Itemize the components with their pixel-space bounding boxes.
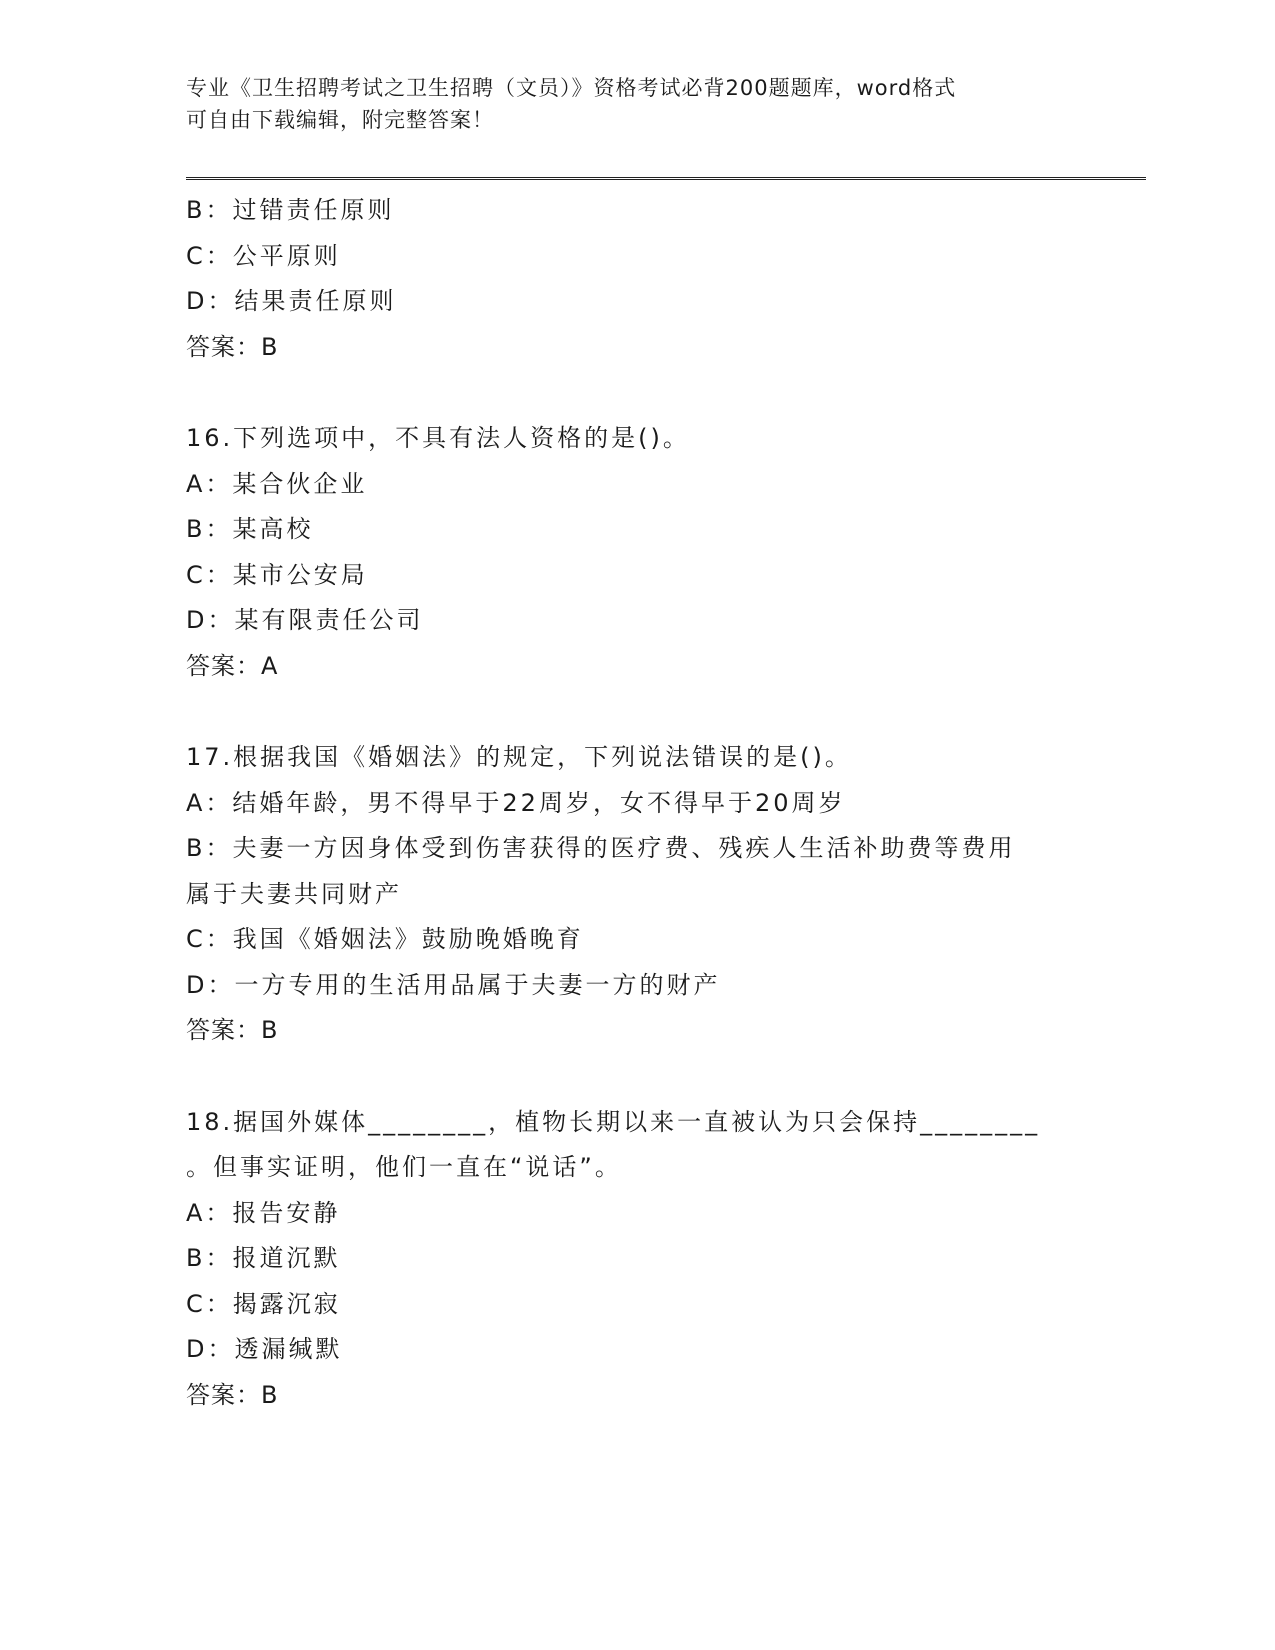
option-a: A：结婚年龄，男不得早于22周岁，女不得早于20周岁 (186, 788, 846, 817)
option-c: C：公平原则 (186, 241, 341, 270)
answer: 答案：A (186, 651, 279, 680)
answer: 答案：B (186, 1380, 279, 1409)
page-header (186, 72, 1066, 136)
answer: 答案：B (186, 1016, 279, 1044)
question-18-stem-continued: 。但事实证明，他们一直在“说话”。 (186, 1153, 622, 1181)
option-d: D：一方专用的生活用品属于夫妻一方的财产 (186, 970, 721, 999)
option-a: A：报告安静 (186, 1198, 341, 1227)
option-b: B：某高校 (186, 515, 314, 543)
option-b: B：过错责任原则 (186, 196, 395, 224)
question-gap (186, 370, 1086, 416)
header-divider (186, 177, 1146, 180)
option-c: C：我国《婚姻法》鼓励晚婚晚育 (186, 925, 584, 953)
option-d: D：结果责任原则 (186, 287, 397, 315)
question-gap (186, 689, 1086, 735)
question-17-stem: 17.根据我国《婚姻法》的规定，下列说法错误的是()。 (186, 743, 852, 771)
question-gap (186, 1054, 1086, 1100)
header-line-2: 可自由下载编辑，附完整答案！ (186, 108, 494, 132)
question-list (186, 188, 1086, 1418)
question-18-stem: 18.据国外媒体________，植物长期以来一直被认为只会保持________ (186, 1107, 1041, 1136)
option-d: D：透漏缄默 (186, 1335, 343, 1363)
option-b: B：夫妻一方因身体受到伤害获得的医疗费、残疾人生活补助费等费用 (186, 834, 1016, 862)
option-d: D：某有限责任公司 (186, 606, 424, 634)
header-line-1: 专业《卫生招聘考试之卫生招聘（文员）》资格考试必背200题题库，word格式 (186, 76, 957, 100)
answer: 答案：B (186, 332, 279, 361)
option-b: B：报道沉默 (186, 1244, 341, 1272)
option-c: C：揭露沉寂 (186, 1289, 341, 1318)
option-b-continued: 属于夫妻共同财产 (186, 879, 402, 908)
option-c: C：某市公安局 (186, 560, 368, 589)
question-16-stem: 16.下列选项中，不具有法人资格的是()。 (186, 424, 690, 452)
option-a: A：某合伙企业 (186, 469, 368, 498)
